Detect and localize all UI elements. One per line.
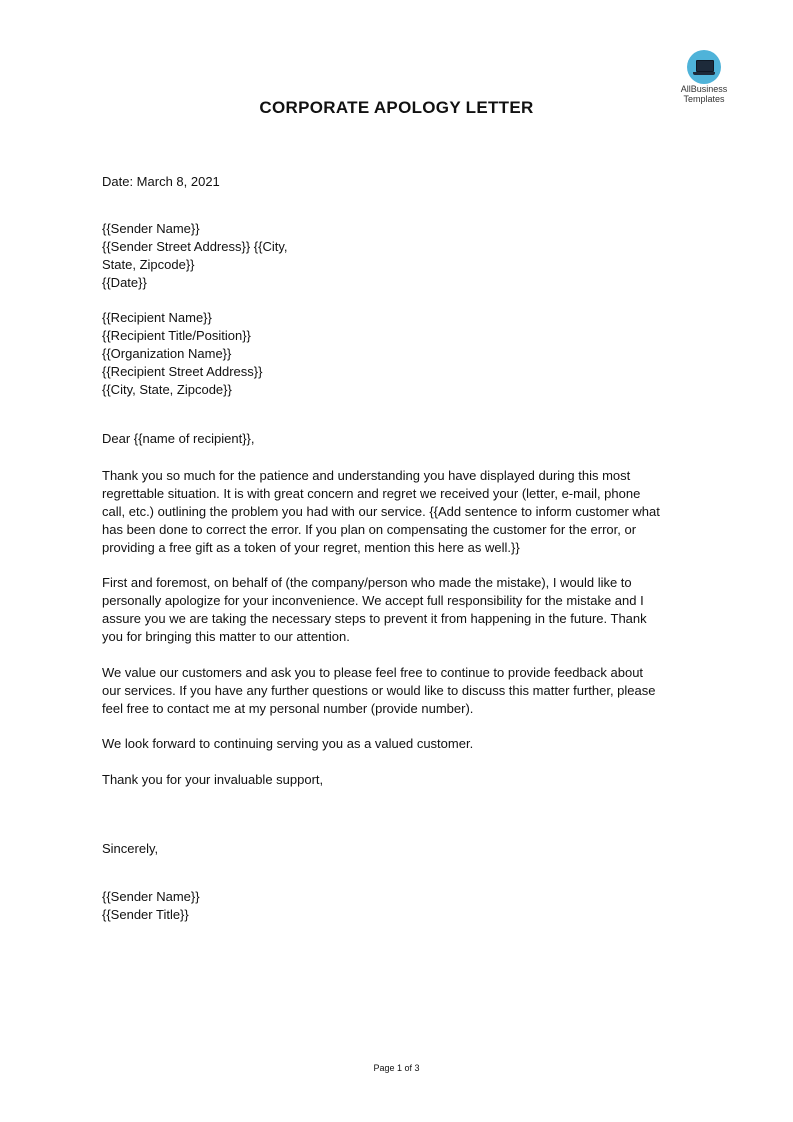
sender-address-block <box>102 220 692 292</box>
paragraph-4 <box>102 735 692 753</box>
paragraph-5 <box>102 771 692 789</box>
paragraph-4-text: We look forward to continuing serving you as a valued customer. <box>102 736 474 751</box>
paragraph-2-line: First and foremost, on behalf of (the company/person who made the mistake), I would like to <box>102 575 632 590</box>
paragraph-1-line: Thank you so much for the patience and understanding you have displayed during this most <box>102 468 631 483</box>
paragraph-1-line: has been done to correct the error. If you plan on compensating the customer for the error, or <box>102 522 637 537</box>
paragraph-2 <box>102 574 692 646</box>
signature-sender-name: {{Sender Name}} <box>102 889 200 904</box>
paragraph-3-line: feel free to contact me at my personal number (provide number). <box>102 701 474 716</box>
laptop-icon <box>687 50 721 84</box>
recipient-address-block <box>102 309 692 399</box>
paragraph-3-line: We value our customers and ask you to please feel free to continue to provide feedback about <box>102 665 644 680</box>
recipient-city-state-zip: {{City, State, Zipcode}} <box>102 382 232 397</box>
recipient-name: {{Recipient Name}} <box>102 310 212 325</box>
sender-date: {{Date}} <box>102 275 147 290</box>
recipient-title: {{Recipient Title/Position}} <box>102 328 251 343</box>
paragraph-2-line: assure you we are taking the necessary steps to prevent it from happening in the future. Thank <box>102 611 647 626</box>
page-number: Page 1 of 3 <box>373 1063 420 1073</box>
document-title: CORPORATE APOLOGY LETTER <box>259 98 534 117</box>
organization-name: {{Organization Name}} <box>102 346 232 361</box>
signature-block <box>102 888 692 924</box>
logo-text-line1: AllBusiness <box>680 84 728 94</box>
signature-sender-title: {{Sender Title}} <box>102 907 189 922</box>
paragraph-1-line: call, etc.) outlining the problem you had with our service. {{Add sentence to inform customer what <box>102 504 660 519</box>
paragraph-2-line: you for bringing this matter to our attention. <box>102 629 350 644</box>
logo-text-line2: Templates <box>683 94 725 104</box>
closing-text: Sincerely, <box>102 841 159 856</box>
sender-name: {{Sender Name}} <box>102 221 200 236</box>
brand-logo <box>670 50 738 104</box>
paragraph-1-line: providing a free gift as a token of your regret, mention this here as well.}} <box>102 540 520 555</box>
paragraph-1 <box>102 467 692 557</box>
closing <box>102 840 692 858</box>
paragraph-3-line: our services. If you have any further questions or would like to discuss this matter further, please <box>102 683 656 698</box>
salutation <box>102 430 692 448</box>
date-text: Date: March 8, 2021 <box>102 174 220 189</box>
recipient-street-address: {{Recipient Street Address}} <box>102 364 263 379</box>
paragraph-5-text: Thank you for your invaluable support, <box>102 772 324 787</box>
paragraph-1-line: regrettable situation. It is with great concern and regret we received your (letter, e-mail, phone <box>102 486 641 501</box>
date-line <box>102 173 692 191</box>
sender-city-state-zip: State, Zipcode}} <box>102 257 195 272</box>
paragraph-3 <box>102 664 692 718</box>
sender-street-address: {{Sender Street Address}} {{City, <box>102 239 288 254</box>
paragraph-2-line: personally apologize for your inconvenience. We accept full responsibility for the mistake and I <box>102 593 644 608</box>
salutation-text: Dear {{name of recipient}}, <box>102 431 255 446</box>
